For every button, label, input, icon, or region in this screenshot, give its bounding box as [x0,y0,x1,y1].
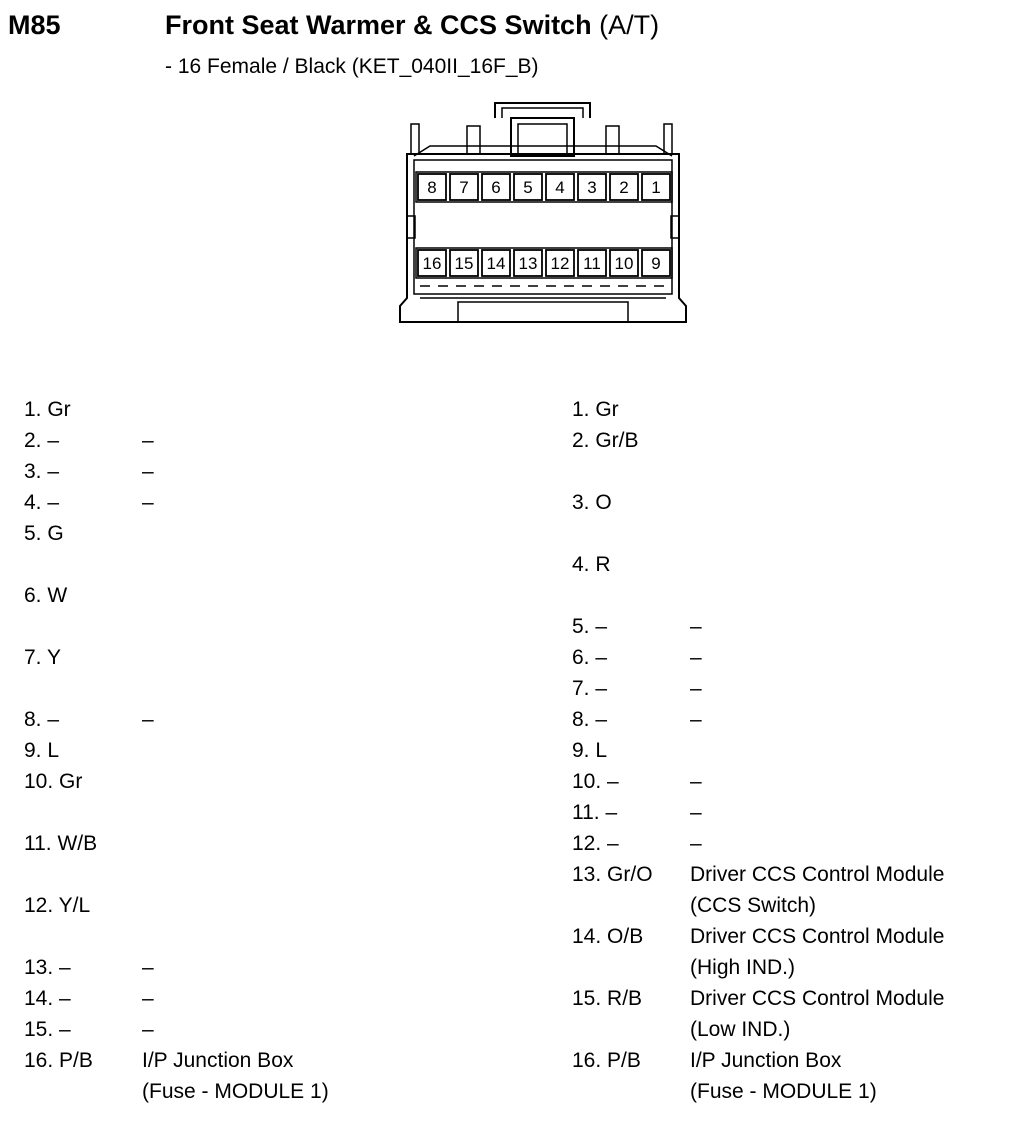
pin-cell [610,174,638,200]
pin-description [690,828,702,859]
pin-label: 12. – [572,832,619,855]
pin-entry [24,487,329,518]
pin-description-line: – [690,646,702,669]
pin-label: 2. Gr/B [572,429,639,452]
pin-entry [24,456,329,487]
pin-label: 1. Gr [572,398,619,421]
pin-description-line: Driver CCS Control Module [690,987,945,1010]
pin-number: 16 [422,254,442,273]
title-text: Front Seat Warmer & CCS Switch [165,10,592,40]
pin-description [690,673,702,704]
page-title [165,10,659,41]
bottom-pin-row [416,248,672,278]
pin-label: 5. – [572,615,608,638]
pin-entry [24,983,329,1014]
pin-label: 15. – [24,1018,71,1041]
pin-label: 4. R [572,553,611,576]
pin-label: 3. O [572,491,612,514]
pin-description-line: – [690,770,702,793]
right-pin-list [572,394,944,1107]
pin-cell [578,250,606,276]
pin-description [142,952,154,983]
pin-entry [24,735,329,766]
pin-cell [514,174,542,200]
pin-entry [572,1045,944,1107]
pin-description-line: – [142,956,154,979]
pin-label: 9. L [24,739,60,762]
connector-diagram [390,98,696,330]
pin-number: 13 [518,254,538,273]
pin-label: 16. P/B [572,1049,641,1072]
pin-label: 3. – [24,460,60,483]
pin-description [690,797,702,828]
pin-description-line: (CCS Switch) [690,894,817,917]
pin-description [142,425,154,456]
pin-description [690,704,702,735]
pin-label: 10. – [572,770,619,793]
pin-description-line: – [142,708,154,731]
pin-entry [572,673,944,704]
pin-number: 9 [651,254,661,273]
pin-number: 12 [550,254,570,273]
pin-entry [24,1045,329,1107]
pin-description [142,983,154,1014]
pin-cell [482,174,510,200]
pin-description [142,487,154,518]
pin-entry [572,394,944,425]
pin-cell [578,174,606,200]
pin-entry [572,425,944,487]
pin-description [690,611,702,642]
pin-entry [24,580,329,642]
pin-description [142,1014,154,1045]
pin-description-line: – [690,615,702,638]
pin-label: 12. Y/L [24,894,91,917]
pin-number: 15 [454,254,474,273]
pin-entry [572,828,944,859]
connector-code: M85 [8,10,61,40]
pin-label: 6. – [572,646,608,669]
pin-label: 7. – [572,677,608,700]
pin-description-line: – [690,708,702,731]
pin-description [690,921,944,983]
pin-cell [482,250,510,276]
pin-entry [572,611,944,642]
title-suffix: (A/T) [599,10,660,40]
pin-entry [572,642,944,673]
left-pin-list [24,394,329,1107]
pin-entry [24,642,329,704]
pin-description-line: – [142,460,154,483]
pin-label: 5. G [24,522,64,545]
pin-cell [642,174,670,200]
pin-cell [514,250,542,276]
pin-description-line: – [142,491,154,514]
pin-entry [572,487,944,549]
pin-label: 13. Gr/O [572,863,653,886]
pin-label: 8. – [572,708,608,731]
pin-entry [24,890,329,952]
pin-entry [572,704,944,735]
pin-number: 3 [587,178,597,197]
pin-description [142,456,154,487]
pin-entry [24,425,329,456]
pin-number: 5 [523,178,533,197]
pin-description-line: – [142,987,154,1010]
pin-cell [610,250,638,276]
pin-description [142,1045,329,1107]
pin-description [690,642,702,673]
pin-label: 7. Y [24,646,61,669]
pin-cell [546,174,574,200]
pin-cell [418,250,446,276]
pin-description-line: (High IND.) [690,956,796,979]
pin-label: 10. Gr [24,770,83,793]
pin-label: 8. – [24,708,60,731]
pin-label: 15. R/B [572,987,643,1010]
pin-description-line: – [690,832,702,855]
pin-entry [572,797,944,828]
connector-latch [495,103,590,118]
pin-description-line: (Fuse - MODULE 1) [690,1080,877,1103]
pin-entry [24,952,329,983]
pin-description-line: – [690,677,702,700]
pin-number: 6 [491,178,501,197]
pin-number: 4 [555,178,565,197]
pin-entry [24,766,329,828]
pin-label: 14. O/B [572,925,644,948]
pin-entry [24,828,329,890]
pin-label: 2. – [24,429,60,452]
pin-label: 11. – [572,801,618,824]
pin-description-line: I/P Junction Box [690,1049,842,1072]
pin-description-line: – [142,1018,154,1041]
pin-description [142,704,154,735]
pin-description-line: I/P Junction Box [142,1049,294,1072]
pin-label: 4. – [24,491,60,514]
pin-label: 1. Gr [24,398,71,421]
pin-entry [572,983,944,1045]
pin-description-line: – [142,429,154,452]
pin-entry [24,704,329,735]
pin-label: 14. – [24,987,71,1010]
pin-entry [572,766,944,797]
pin-number: 8 [427,178,437,197]
connector-subtitle: - 16 Female / Black (KET_040II_16F_B) [165,55,539,78]
pin-description-line: – [690,801,702,824]
pin-entry [24,1014,329,1045]
pin-description [690,1045,877,1107]
pin-entry [572,921,944,983]
pin-label: 13. – [24,956,71,979]
pin-entry [572,859,944,921]
pin-description-line: Driver CCS Control Module [690,925,945,948]
pin-entry [572,735,944,766]
pin-description [690,983,944,1045]
pin-number: 1 [651,178,661,197]
pin-description-line: Driver CCS Control Module [690,863,945,886]
pin-label: 16. P/B [24,1049,93,1072]
pin-cell [418,174,446,200]
pin-number: 7 [459,178,469,197]
pin-label: 6. W [24,584,68,607]
pin-number: 10 [614,254,634,273]
pin-entry [572,549,944,611]
pin-cell [546,250,574,276]
pin-number: 14 [486,254,506,273]
pin-entry [24,518,329,580]
pin-cell [450,174,478,200]
pin-description [690,766,702,797]
pin-label: 9. L [572,739,608,762]
top-pin-row [416,172,672,202]
pin-cell [450,250,478,276]
pin-entry [24,394,329,425]
pin-number: 2 [619,178,629,197]
pin-description [690,859,944,921]
pin-number: 11 [583,254,601,273]
pin-description-line: (Fuse - MODULE 1) [142,1080,329,1103]
pin-cell [642,250,670,276]
pin-description-line: (Low IND.) [690,1018,791,1041]
pin-label: 11. W/B [24,832,98,855]
